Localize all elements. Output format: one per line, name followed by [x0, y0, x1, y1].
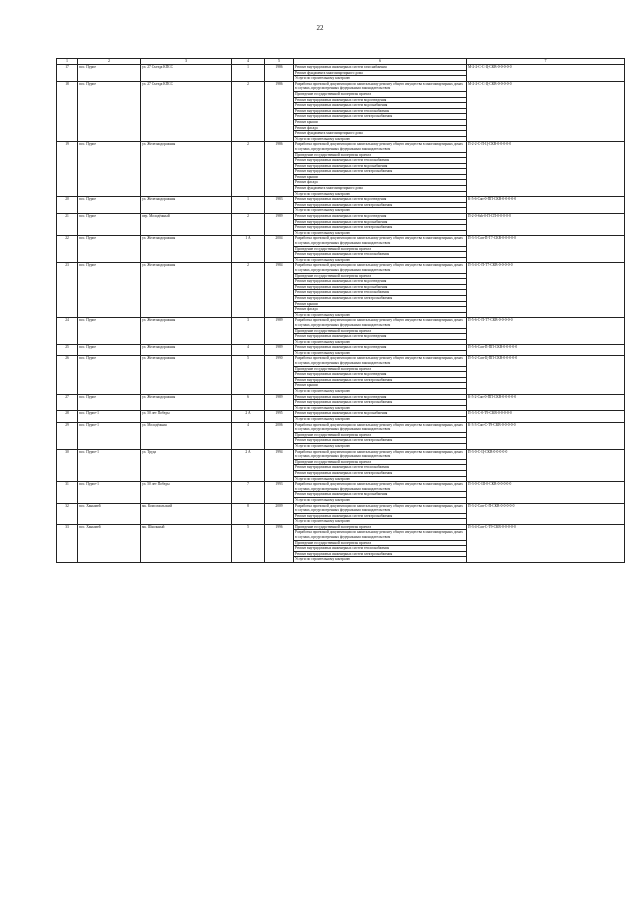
settlement-cell: пос. Пурпе — [78, 394, 141, 411]
work-type-cell: Ремонт внутридомовых инженерных систем водоотведения — [294, 197, 467, 203]
row-number: 28 — [57, 411, 78, 422]
work-type-cell: Ремонт фундамента многоквартирного дома — [294, 131, 467, 137]
settlement-cell: пос. Пурпе-1 — [78, 411, 141, 422]
work-type-cell: Разработка проектной документации по капитальному ремонту общего имущества в многоквартирных домах в случаях, предусмотренных федеральным законодательством — [294, 482, 467, 492]
work-type-cell: Ремонт внутридомовых инженерных систем теплоснабжения — [294, 546, 467, 552]
house-number-cell: 2 — [232, 81, 265, 142]
work-type-cell: Проведение государственной экспертизы проекта — [294, 273, 467, 279]
building-code-cell: П-5-6-Сап-П-ПП-СКВ-0-0-0-0-0 — [467, 345, 625, 356]
year-built-cell: 1993 — [265, 482, 294, 503]
work-type-cell: Ремонт внутридомовых инженерных систем газоснабжения — [294, 65, 467, 71]
work-type-cell: Услуги по строительному контролю — [294, 339, 467, 345]
house-number-cell: 1 А — [232, 236, 265, 263]
house-number-cell: 4 — [232, 345, 265, 356]
table-row — [57, 422, 625, 432]
work-type-cell: Ремонт внутридомовых инженерных систем водоотведения — [294, 97, 467, 103]
house-number-cell: 4 — [232, 422, 265, 449]
work-type-cell: Разработка проектной документации по капитальному ремонту общего имущества в многоквартирных домах в случаях, предусмотренных федеральным законодательством — [294, 422, 467, 432]
building-code-cell: К-5-6-Сап-0-ПП-СКВ-0-0-0-0-0 — [467, 197, 625, 214]
work-type-cell: Проведение государственной экспертизы проекта — [294, 524, 467, 530]
work-type-cell: Ремонт внутридомовых инженерных систем электроснабжения — [294, 438, 467, 444]
house-number-cell: 5 — [232, 356, 265, 394]
settlement-cell: пос. Пурпе-1 — [78, 449, 141, 482]
street-cell: ул. Молодёжная — [141, 422, 232, 449]
row-number: 27 — [57, 394, 78, 411]
table-row — [57, 81, 625, 91]
building-code-cell: М-2-2-С-С-Ц-СКВ-0-0-0-0-0 — [467, 65, 625, 82]
year-built-cell: 2006 — [265, 422, 294, 449]
table-body — [57, 65, 625, 563]
work-type-cell: Услуги по строительному контролю — [294, 208, 467, 214]
header-cell-6: 6 — [294, 59, 467, 65]
work-type-cell: Услуги по строительному контролю — [294, 405, 467, 411]
work-type-cell: Ремонт внутридомовых инженерных систем водоотведения — [294, 214, 467, 220]
work-type-cell: Услуги по строительному контролю — [294, 476, 467, 482]
table-row — [57, 263, 625, 273]
year-built-cell: 2004 — [265, 236, 294, 263]
row-number: 19 — [57, 142, 78, 197]
house-number-cell: 8 — [232, 503, 265, 524]
table-row — [57, 503, 625, 513]
work-type-cell: Разработка проектной документации по капитальному ремонту общего имущества в многоквартирных домах в случаях, предусмотренных федеральным законодательством — [294, 142, 467, 152]
work-type-cell: Ремонт внутридомовых инженерных систем теплоснабжения — [294, 108, 467, 114]
work-type-cell: Разработка проектной документации по капитальному ремонту общего имущества в многоквартирных домах в случаях, предусмотренных федеральным законодательством — [294, 236, 467, 246]
building-code-cell: П-2-2-С-П-Ц-СКВ-0-0-0-0-0 — [467, 142, 625, 197]
table-row — [57, 318, 625, 328]
work-type-cell: Ремонт фасада — [294, 125, 467, 131]
work-type-cell: Ремонт крыши — [294, 174, 467, 180]
building-code-cell: П-3-0-С-Ц-СКВ-0-0-0-0-0 — [467, 449, 625, 482]
row-number: 23 — [57, 263, 78, 318]
row-number: 33 — [57, 524, 78, 562]
work-type-cell: Разработка проектной документации по капитальному ремонту общего имущества в многоквартирных домах в случаях, предусмотренных федеральным законодательством — [294, 318, 467, 328]
settlement-cell: пос. Пурпе — [78, 236, 141, 263]
building-code-cell: П-2-0-Ssb-0-П-СП-0-0-0-0-0 — [467, 214, 625, 236]
year-built-cell: 1986 — [265, 142, 294, 197]
street-cell: пер. Молодёжный — [141, 214, 232, 236]
work-type-cell: Ремонт внутридомовых инженерных систем водоотведения — [294, 372, 467, 378]
row-number: 20 — [57, 197, 78, 214]
work-type-cell: Проведение государственной экспертизы проекта — [294, 152, 467, 158]
settlement-cell: пос. Пурпе — [78, 197, 141, 214]
work-type-cell: Ремонт внутридомовых инженерных систем электроснабжения — [294, 114, 467, 120]
work-type-cell: Ремонт внутридомовых инженерных систем водоснабжения — [294, 411, 467, 417]
row-number: 29 — [57, 422, 78, 449]
year-built-cell: 1983 — [265, 197, 294, 214]
settlement-cell: пос. Пурпе-1 — [78, 482, 141, 503]
settlement-cell: пос. Пурпе — [78, 214, 141, 236]
year-built-cell: 1989 — [265, 214, 294, 236]
work-type-cell: Ремонт внутридомовых инженерных систем электроснабжения — [294, 513, 467, 519]
repair-schedule-table — [56, 58, 625, 563]
street-cell: ул. Железнодорожная — [141, 345, 232, 356]
street-cell: ул. Железнодорожная — [141, 142, 232, 197]
table-row — [57, 214, 625, 220]
building-code-cell: П-3-2-Сап-С-П-СКВ-0-0-0-0-0 — [467, 503, 625, 524]
work-type-cell: Услуги по строительному контролю — [294, 443, 467, 449]
building-code-cell: П-3-3-С-0-Т9-СКВ-0-0-0-0-0 — [467, 411, 625, 422]
settlement-cell: пос. Пурпе-1 — [78, 422, 141, 449]
work-type-cell: Услуги по строительному контролю — [294, 257, 467, 263]
row-number: 22 — [57, 236, 78, 263]
year-built-cell: 1995 — [265, 411, 294, 422]
work-type-cell: Проведение государственной экспертизы проекта — [294, 246, 467, 252]
table-row — [57, 197, 625, 203]
house-number-cell: 7 — [232, 482, 265, 503]
work-type-cell: Ремонт внутридомовых инженерных систем электроснабжения — [294, 202, 467, 208]
building-code-cell: П-3-3-Сап-П-Т7-СКВ-0-0-0-0-0 — [467, 236, 625, 263]
work-type-cell: Ремонт фундамента многоквартирного дома — [294, 186, 467, 192]
work-type-cell: Услуги по строительному контролю — [294, 497, 467, 503]
work-type-cell: Ремонт внутридомовых инженерных систем электроснабжения — [294, 377, 467, 383]
building-code-cell: К-3-3-Сап-С-Т9-СКВ-0-0-0-0-0 — [467, 422, 625, 449]
street-cell: мк. Комсомольский — [141, 503, 232, 524]
work-type-cell: Ремонт внутридомовых инженерных систем водоотведения — [294, 345, 467, 351]
year-built-cell: 1996 — [265, 524, 294, 562]
row-number: 18 — [57, 81, 78, 142]
work-type-cell: Услуги по строительному контролю — [294, 312, 467, 318]
work-type-cell: Услуги по строительному контролю — [294, 557, 467, 563]
work-type-cell: Услуги по строительному контролю — [294, 136, 467, 142]
work-type-cell: Ремонт внутридомовых инженерных систем электроснабжения — [294, 295, 467, 301]
work-type-cell: Проведение государственной экспертизы проекта — [294, 328, 467, 334]
street-cell: ул. Железнодорожная — [141, 263, 232, 318]
year-built-cell: 1986 — [265, 65, 294, 82]
house-number-cell: 6 — [232, 394, 265, 411]
building-code-cell: П-3-4-Сап-С-Т9-СКВ-0-0-0-0-0 — [467, 524, 625, 562]
work-type-cell: Разработка проектной документации по капитальному ремонту общего имущества в многоквартирных домах в случаях, предусмотренных федеральным законодательством — [294, 263, 467, 273]
row-number: 17 — [57, 65, 78, 82]
work-type-cell: Ремонт внутридомовых инженерных систем теплоснабжения — [294, 465, 467, 471]
building-code-cell: М-2-2-С-С-Ц-СКВ-0-0-0-0-0 — [467, 81, 625, 142]
table-row — [57, 524, 625, 530]
work-type-cell: Разработка проектной документации по капитальному ремонту общего имущества в многоквартирных домах в случаях, предусмотренных федеральным законодательством — [294, 81, 467, 91]
work-type-cell: Услуги по строительному контролю — [294, 519, 467, 525]
house-number-cell: 2 — [232, 263, 265, 318]
building-code-cell: П-5-2-Сап-Ц-ПП-СКВ-0-0-0-0-0 — [467, 356, 625, 394]
work-type-cell: Ремонт фундамента многоквартирного дома — [294, 70, 467, 76]
house-number-cell: 2 А — [232, 411, 265, 422]
work-type-cell: Ремонт внутридомовых инженерных систем электроснабжения — [294, 400, 467, 406]
header-cell-5: 5 — [265, 59, 294, 65]
work-type-cell: Ремонт фасада — [294, 180, 467, 186]
building-code-cell: П-3-4-С-П-Т7-СКВ-0-0-0-0-0 — [467, 263, 625, 318]
work-type-cell: Услуги по строительному контролю — [294, 389, 467, 395]
work-type-cell: Ремонт фасада — [294, 307, 467, 313]
work-type-cell: Ремонт внутридомовых инженерных систем электроснабжения — [294, 225, 467, 231]
work-type-cell: Услуги по строительному контролю — [294, 350, 467, 356]
row-number: 24 — [57, 318, 78, 345]
table-row — [57, 142, 625, 152]
building-code-cell: П-3-0-С-Ш-0-СКВ-0-0-0-0-0 — [467, 482, 625, 503]
work-type-cell: Услуги по строительному контролю — [294, 417, 467, 423]
work-type-cell: Проведение государственной экспертизы проекта — [294, 540, 467, 546]
work-type-cell: Ремонт крыши — [294, 119, 467, 125]
work-type-cell: Проведение государственной экспертизы проекта — [294, 91, 467, 97]
work-type-cell: Услуги по строительному контролю — [294, 191, 467, 197]
work-type-cell: Проведение государственной экспертизы проекта — [294, 366, 467, 372]
house-number-cell: 2 А — [232, 449, 265, 482]
work-type-cell: Ремонт внутридомовых инженерных систем водоснабжения — [294, 284, 467, 290]
settlement-cell: пос. Пурпе — [78, 345, 141, 356]
work-type-cell: Ремонт внутридомовых инженерных систем водоотведения — [294, 279, 467, 285]
table-row — [57, 345, 625, 351]
table-row — [57, 236, 625, 246]
work-type-cell: Разработка проектной документации по капитальному ремонту общего имущества в многоквартирных домах в случаях, предусмотренных федеральным законодательством — [294, 356, 467, 366]
table-row — [57, 356, 625, 366]
year-built-cell: 1990 — [265, 356, 294, 394]
header-cell-3: 3 — [141, 59, 232, 65]
header-cell-7: 7 — [467, 59, 625, 65]
work-type-cell: Ремонт внутридомовых инженерных систем водоснабжения — [294, 219, 467, 225]
work-type-cell: Услуги по строительному контролю — [294, 76, 467, 82]
work-type-cell: Разработка проектной документации по капитальному ремонту общего имущества в многоквартирных домах в случаях, предусмотренных федеральным законодательством — [294, 503, 467, 513]
table-row — [57, 65, 625, 71]
year-built-cell: 1989 — [265, 318, 294, 345]
work-type-cell: Ремонт внутридомовых инженерных систем теплоснабжения — [294, 158, 467, 164]
row-number: 21 — [57, 214, 78, 236]
year-built-cell: 2009 — [265, 503, 294, 524]
street-cell: ул. Железнодорожная — [141, 394, 232, 411]
house-number-cell: 2 — [232, 214, 265, 236]
work-type-cell: Проведение государственной экспертизы проекта — [294, 432, 467, 438]
table-row — [57, 482, 625, 492]
street-cell: ул. 27 Съезда КПСС — [141, 81, 232, 142]
settlement-cell: пос. Пурпе — [78, 65, 141, 82]
street-cell: ул. Железнодорожная — [141, 356, 232, 394]
street-cell: ул. Железнодорожная — [141, 236, 232, 263]
work-type-cell: Ремонт внутридомовых инженерных систем электроснабжения — [294, 169, 467, 175]
header-cell-4: 4 — [232, 59, 265, 65]
street-cell: мк. Школьный — [141, 524, 232, 562]
year-built-cell: 1984 — [265, 263, 294, 318]
house-number-cell: 5 — [232, 524, 265, 562]
row-number: 26 — [57, 356, 78, 394]
street-cell: ул. Труда — [141, 449, 232, 482]
building-code-cell: К-5-2-Сап-0-ПП-СКВ-0-0-0-0-0 — [467, 394, 625, 411]
work-type-cell: Разработка проектной документации по капитальному ремонту общего имущества в многоквартирных домах в случаях, предусмотренных федеральным законодательством — [294, 530, 467, 540]
work-type-cell: Ремонт внутридомовых инженерных систем водоснабжения — [294, 103, 467, 109]
work-type-cell: Ремонт внутридомовых инженерных систем электроснабжения — [294, 470, 467, 476]
year-built-cell: 1989 — [265, 345, 294, 356]
header-cell-1: 1 — [57, 59, 78, 65]
row-number: 32 — [57, 503, 78, 524]
settlement-cell: пос. Пурпе — [78, 356, 141, 394]
work-type-cell: Проведение государственной экспертизы проекта — [294, 459, 467, 465]
row-number: 30 — [57, 449, 78, 482]
row-number: 31 — [57, 482, 78, 503]
settlement-cell: пос. Пурпе — [78, 263, 141, 318]
house-number-cell: 3 — [232, 318, 265, 345]
street-cell: ул. 27 Съезда КПСС — [141, 65, 232, 82]
street-cell: ул. Железнодорожная — [141, 318, 232, 345]
work-type-cell: Ремонт внутридомовых инженерных систем теплоснабжения — [294, 252, 467, 258]
row-number: 25 — [57, 345, 78, 356]
year-built-cell: 1994 — [265, 449, 294, 482]
street-cell: ул. Железнодорожная — [141, 197, 232, 214]
street-cell: ул. 50 лет Победы — [141, 411, 232, 422]
house-number-cell: 1 — [232, 197, 265, 214]
house-number-cell: 1 — [232, 65, 265, 82]
work-type-cell: Услуги по строительному контролю — [294, 230, 467, 236]
settlement-cell: пос. Пурпе — [78, 81, 141, 142]
settlement-cell: пос. Ханымей — [78, 524, 141, 562]
work-type-cell: Ремонт внутридомовых инженерных систем электроснабжения — [294, 551, 467, 557]
work-type-cell: Ремонт внутридомовых инженерных систем водоснабжения — [294, 163, 467, 169]
page-number: 22 — [316, 24, 324, 32]
work-type-cell: Ремонт внутридомовых инженерных систем водоотведения — [294, 334, 467, 340]
work-type-cell: Ремонт внутридомовых инженерных систем водоснабжения — [294, 492, 467, 498]
table-row — [57, 449, 625, 459]
year-built-cell: 1989 — [265, 394, 294, 411]
house-number-cell: 2 — [232, 142, 265, 197]
work-type-cell: Ремонт крыши — [294, 301, 467, 307]
work-type-cell: Ремонт внутридомовых инженерных систем теплоснабжения — [294, 290, 467, 296]
street-cell: ул. 50 лет Победы — [141, 482, 232, 503]
work-type-cell: Разработка проектной документации по капитальному ремонту общего имущества в многоквартирных домах в случаях, предусмотренных федеральным законодательством — [294, 449, 467, 459]
settlement-cell: пос. Пурпе — [78, 318, 141, 345]
table-row — [57, 394, 625, 400]
header-cell-2: 2 — [78, 59, 141, 65]
work-type-cell: Ремонт внутридомовых инженерных систем водоотведения — [294, 394, 467, 400]
settlement-cell: пос. Ханымей — [78, 503, 141, 524]
building-code-cell: П-5-6-С-П-Т7-СКВ-0-0-0-0-0 — [467, 318, 625, 345]
year-built-cell: 1986 — [265, 81, 294, 142]
work-type-cell: Ремонт крыши — [294, 383, 467, 389]
settlement-cell: пос. Пурпе — [78, 142, 141, 197]
table-row — [57, 411, 625, 417]
